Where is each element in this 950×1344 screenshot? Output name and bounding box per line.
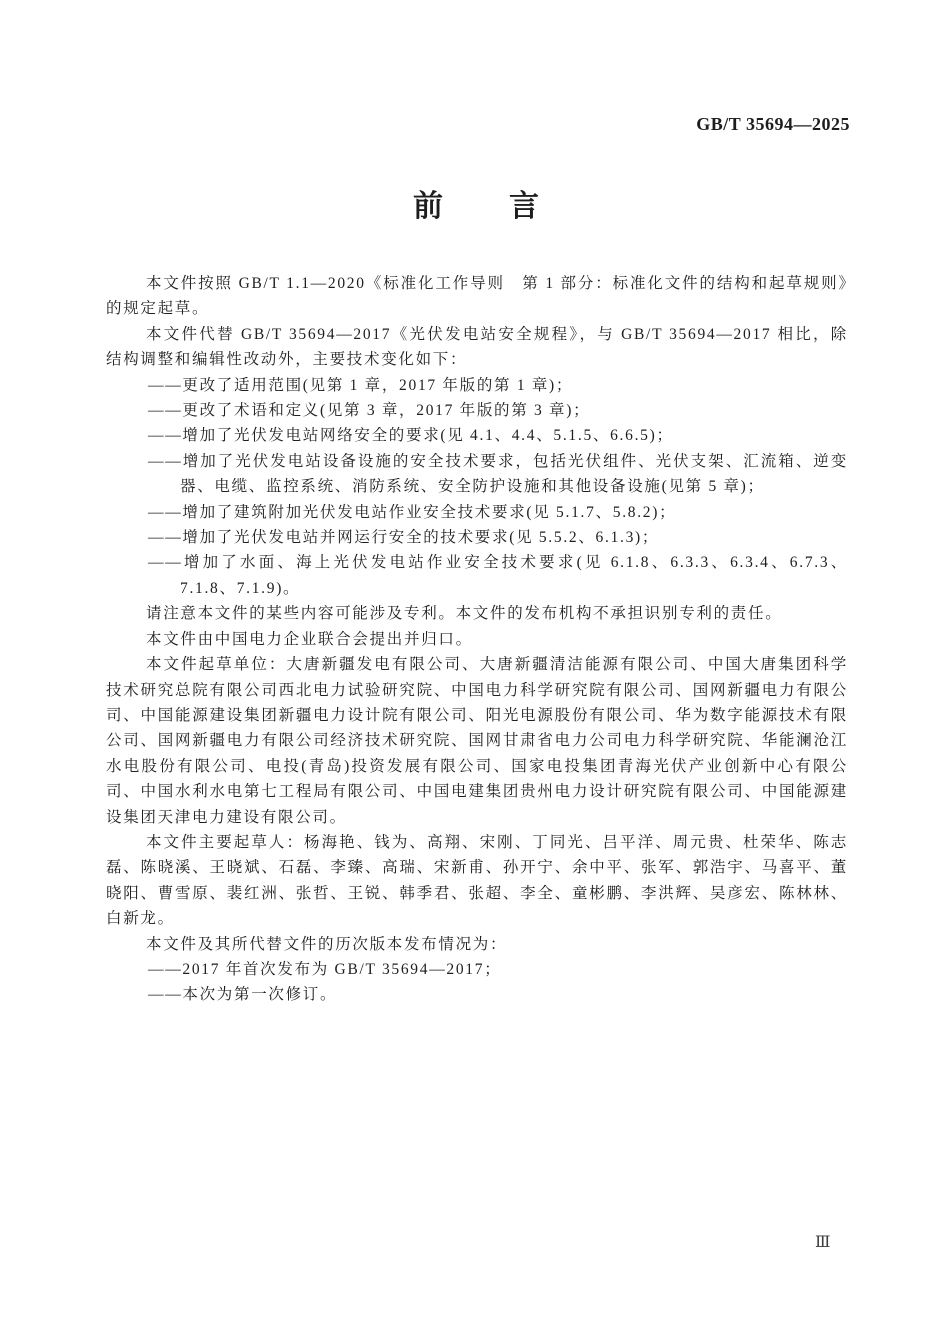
para-history-intro: 本文件及其所代替文件的历次版本发布情况为： (146, 935, 508, 953)
change-item: ——更改了适用范围(见第 1 章，2017 年版的第 1 章)； (148, 376, 574, 394)
para-drafting-rule: 本文件按照 GB/T 1.1—2020《标准化工作导则 第 1 部分：标准化文件的结构和起草规则》的规定起草。 (106, 275, 848, 318)
para-patent-notice: 请注意本文件的某些内容可能涉及专利。本文件的发布机构不承担识别专利的责任。 (146, 605, 783, 623)
history-item: ——2017 年首次发布为 GB/T 35694—2017； (148, 960, 502, 978)
foreword-body (106, 271, 848, 1008)
change-item: ——增加了光伏发电站设备设施的安全技术要求，包括光伏组件、光伏支架、汇流箱、逆变器、电缆、监控系统、消防系统、安全防护设施和其他设备设施(见第 5 章)； (148, 452, 848, 496)
standard-code: GB/T 35694—2025 (696, 114, 850, 134)
page-number: Ⅲ (815, 1234, 831, 1251)
para-replaces: 本文件代替 GB/T 35694—2017《光伏发电站安全规程》，与 GB/T 35694—2017 相比，除结构调整和编辑性改动外，主要技术变化如下： (106, 325, 848, 369)
para-issuer: 本文件由中国电力企业联合会提出并归口。 (146, 630, 473, 648)
page-title: 前 言 (413, 190, 541, 223)
para-main-drafters: 本文件主要起草人：杨海艳、钱为、高翔、宋刚、丁同光、吕平洋、周元贵、杜荣华、陈志磊、陈晓溪、王晓斌、石磊、李臻、高瑞、宋新甫、孙开宁、余中平、张军、郭浩宇、马喜平、董晓阳、曹雪原、裴红洲、张哲、王锐、韩季君、张超、李全、童彬鹏、李洪辉、吴彦宏、陈林林、白新龙。 (106, 833, 848, 928)
change-item: ——增加了水面、海上光伏发电站作业安全技术要求(见 6.1.8、6.3.3、6.3.4、6.7.3、7.1.8、7.1.9)。 (148, 554, 848, 597)
history-item: ——本次为第一次修订。 (148, 986, 338, 1004)
para-drafting-organizations: 本文件起草单位：大唐新疆发电有限公司、大唐新疆清洁能源有限公司、中国大唐集团科学技术研究总院有限公司西北电力试验研究院、中国电力科学研究院有限公司、国网新疆电力有限公司、中国能源建设集团新疆电力设计院有限公司、阳光电源股份有限公司、华为数字能源技术有限公司、国网新疆电力有限公司经济技术研究院、国网甘肃省电力公司电力科学研究院、华能澜沧江水电股份有限公司、电投(青岛)投资发展有限公司、国家电投集团青海光伏产业创新中心有限公司、中国水利水电第七工程局有限公司、中国电建集团贵州电力设计研究院有限公司、中国能源建设集团天津电力建设有限公司。 (106, 656, 848, 826)
change-item: ——增加了光伏发电站并网运行安全的技术要求(见 5.5.2、6.1.3)； (148, 529, 660, 547)
change-item: ——更改了术语和定义(见第 3 章，2017 年版的第 3 章)； (148, 402, 591, 420)
change-item: ——增加了光伏发电站网络安全的要求(见 4.1、4.4、5.1.5、6.6.5)； (148, 427, 674, 445)
change-item: ——增加了建筑附加光伏发电站作业安全技术要求(见 5.1.7、5.8.2)； (148, 503, 677, 521)
